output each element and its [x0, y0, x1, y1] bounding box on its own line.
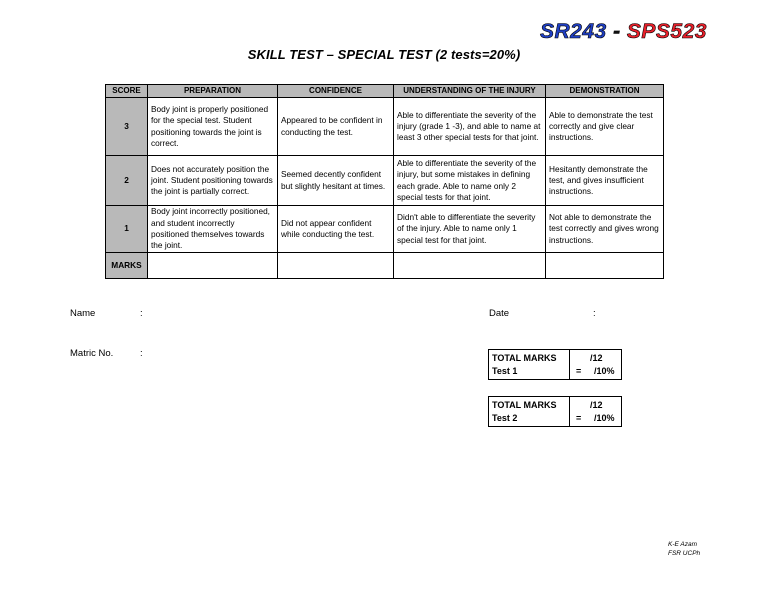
- page-title: SKILL TEST – SPECIAL TEST (2 tests=20%): [247, 47, 521, 62]
- course-code-separator: -: [613, 20, 621, 43]
- header-demonstration: DEMONSTRATION: [546, 85, 664, 98]
- box-divider: [569, 350, 570, 379]
- total-marks-label: TOTAL MARKS: [492, 353, 557, 363]
- confidence-cell: Seemed decently confident but slightly hesitant at times.: [278, 156, 394, 206]
- total-marks-test-1-box: [488, 349, 622, 380]
- author-affiliation: FSR UCPh: [668, 550, 701, 557]
- date-colon: :: [593, 308, 596, 319]
- understanding-cell: Able to differentiate the severity of the injury, but some mistakes in defining each grade. Able to name only 2 special tests for that joint.: [394, 156, 546, 206]
- course-code-2: SPS523: [626, 20, 707, 43]
- understanding-cell: Able to differentiate the severity of the injury (grade 1 -3), and able to name at least 3 other special tests for that joint.: [394, 98, 546, 156]
- confidence-cell: Did not appear confident while conducting the test.: [278, 206, 394, 253]
- course-code-1: SR243: [540, 20, 607, 43]
- understanding-cell: Didn't able to differentiate the severity of the injury. Able to name only 1 special test for that joint.: [394, 206, 546, 253]
- percent-value: /10%: [594, 366, 615, 376]
- marks-preparation-cell[interactable]: [148, 253, 278, 279]
- marks-confidence-cell[interactable]: [278, 253, 394, 279]
- rubric-table: [105, 84, 664, 279]
- author-name: K-E Azam: [668, 541, 698, 548]
- rubric-header-row: [106, 85, 664, 98]
- header-confidence: CONFIDENCE: [278, 85, 394, 98]
- box-divider: [569, 397, 570, 426]
- header-score: SCORE: [106, 85, 148, 98]
- marks-label-cell: MARKS: [106, 253, 148, 279]
- demonstration-cell: Hesitantly demonstrate the test, and gives insufficient instructions.: [546, 156, 664, 206]
- matric-colon: :: [140, 348, 143, 359]
- name-colon: :: [140, 308, 143, 319]
- course-code-heading: [540, 20, 707, 44]
- equals-sign: =: [576, 413, 582, 423]
- total-marks-label: TOTAL MARKS: [492, 400, 557, 410]
- demonstration-cell: Not able to demonstrate the test correctly and gives wrong instructions.: [546, 206, 664, 253]
- demonstration-cell: Able to demonstrate the test correctly and give clear instructions.: [546, 98, 664, 156]
- date-label: Date: [489, 308, 510, 319]
- total-marks-test-2-box: [488, 396, 622, 427]
- name-label: Name: [70, 308, 96, 319]
- preparation-cell: Body joint incorrectly positioned, and student incorrectly positioned themselves towards the joint.: [148, 206, 278, 253]
- author-note: [668, 540, 700, 558]
- header-understanding: UNDERSTANDING OF THE INJURY: [394, 85, 546, 98]
- rubric-marks-row: [106, 253, 664, 279]
- preparation-cell: Body joint is properly positioned for the special test. Student positioning towards the joint is correct.: [148, 98, 278, 156]
- rubric-row-score-1: [106, 206, 664, 253]
- score-cell: 3: [106, 98, 148, 156]
- confidence-cell: Appeared to be confident in conducting the test.: [278, 98, 394, 156]
- marks-demonstration-cell[interactable]: [546, 253, 664, 279]
- out-of-value: /12: [590, 400, 603, 410]
- percent-value: /10%: [594, 413, 615, 423]
- equals-sign: =: [576, 366, 582, 376]
- test-label: Test 1: [492, 366, 518, 376]
- score-cell: 1: [106, 206, 148, 253]
- rubric-row-score-2: [106, 156, 664, 206]
- out-of-value: /12: [590, 353, 603, 363]
- header-preparation: PREPARATION: [148, 85, 278, 98]
- score-cell: 2: [106, 156, 148, 206]
- matric-label: Matric No.: [70, 348, 114, 359]
- test-label: Test 2: [492, 413, 518, 423]
- rubric-row-score-3: [106, 98, 664, 156]
- preparation-cell: Does not accurately position the joint. Student positioning towards the joint is partially correct.: [148, 156, 278, 206]
- marks-understanding-cell[interactable]: [394, 253, 546, 279]
